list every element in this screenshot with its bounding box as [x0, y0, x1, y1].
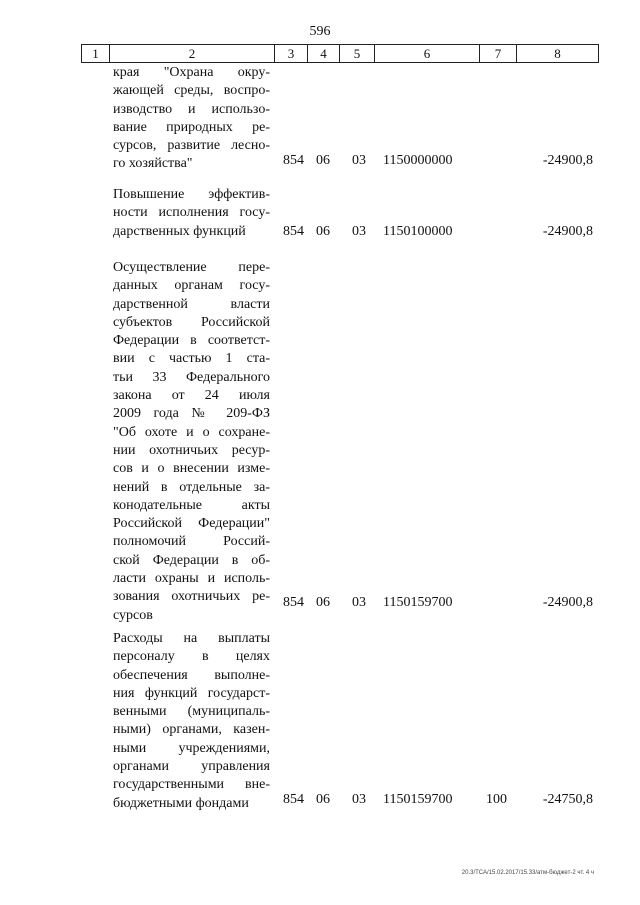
description-line: сов и о внесении изме-	[113, 461, 270, 477]
description-line: зования охотничьих ре-	[113, 589, 270, 605]
description-line: "Об охоте и о сохране-	[113, 424, 270, 440]
description-line: ными учреждениями,	[113, 740, 270, 756]
cell-section: 06	[316, 153, 330, 168]
column-header-1: 1	[82, 45, 110, 63]
description-line: ности исполнения госу-	[113, 205, 270, 221]
cell-subsection: 03	[352, 792, 366, 807]
cell-subsection: 03	[352, 224, 366, 239]
column-header-6: 6	[375, 45, 480, 63]
description-line: обеспечения выполне-	[113, 667, 270, 683]
description-line: Осуществление пере-	[113, 260, 270, 275]
cell-expense-type: 100	[486, 792, 507, 807]
description-line: нии охотничьих ресур-	[113, 442, 270, 458]
cell-code: 854	[283, 224, 304, 239]
cell-amount: -24750,8	[542, 792, 593, 807]
column-header-2: 2	[110, 45, 275, 63]
description-line: органами управления	[113, 759, 270, 775]
cell-subsection: 03	[352, 153, 366, 168]
description-line: государственными вне-	[113, 777, 270, 793]
column-header-row	[81, 44, 599, 63]
footer-document-code: 20.3/ТСА/15.02.2017/15.33/атм-бюджет-2 чт. 4 ч	[461, 870, 594, 876]
cell-amount: -24900,8	[542, 224, 593, 239]
cell-amount: -24900,8	[542, 595, 593, 610]
row-description	[113, 186, 270, 241]
description-line: края "Охрана окру-	[113, 65, 270, 80]
description-line: ской Федерации в об-	[113, 552, 270, 568]
cell-target-article: 1150000000	[383, 153, 453, 168]
description-line: субъектов Российской	[113, 314, 270, 330]
cell-code: 854	[283, 153, 304, 168]
cell-code: 854	[283, 595, 304, 610]
description-line: венными (муниципаль-	[113, 704, 270, 720]
description-line: персоналу в целях	[113, 649, 270, 665]
description-line: ными) органами, казен-	[113, 722, 270, 738]
column-header-7: 7	[480, 45, 517, 63]
description-line: сурсов, развитие лесно-	[113, 138, 270, 154]
description-line: жающей среды, воспро-	[113, 83, 270, 99]
cell-target-article: 1150159700	[383, 792, 453, 807]
description-line: Российской Федерации"	[113, 516, 270, 532]
description-line: Повышение эффектив-	[113, 187, 270, 202]
description-line: конодательные акты	[113, 497, 270, 513]
description-line: 2009 года № 209-ФЗ	[113, 406, 270, 422]
column-header-5: 5	[340, 45, 375, 63]
cell-subsection: 03	[352, 595, 366, 610]
description-line: ласти охраны и исполь-	[113, 571, 270, 587]
column-header-4: 4	[308, 45, 340, 63]
description-line: ния функций государст-	[113, 685, 270, 701]
cell-section: 06	[316, 224, 330, 239]
description-line: изводство и использо-	[113, 101, 270, 117]
row-description	[113, 64, 270, 174]
description-line: Расходы на выплаты	[113, 631, 270, 646]
cell-target-article: 1150159700	[383, 595, 453, 610]
description-line: закона от 24 июля	[113, 388, 270, 404]
row-description	[113, 630, 270, 813]
description-line: вии с частью 1 ста-	[113, 351, 270, 367]
description-line: го хозяйства"	[113, 156, 193, 172]
description-line: данных органам госу-	[113, 278, 270, 294]
description-line: дарственной власти	[113, 296, 270, 312]
column-header-3: 3	[275, 45, 308, 63]
description-line: вание природных ре-	[113, 119, 270, 135]
row-description	[113, 259, 270, 625]
cell-amount: -24900,8	[542, 153, 593, 168]
description-line: нений в отдельные за-	[113, 479, 270, 495]
cell-code: 854	[283, 792, 304, 807]
description-line: полномочий Россий-	[113, 534, 270, 550]
page-number: 596	[309, 24, 331, 39]
cell-section: 06	[316, 595, 330, 610]
description-line: Федерации в соответст-	[113, 333, 270, 349]
cell-target-article: 1150100000	[383, 224, 453, 239]
description-line: бюджетными фондами	[113, 795, 249, 811]
description-line: тьи 33 Федерального	[113, 369, 270, 385]
column-header-8: 8	[517, 45, 599, 63]
description-line: дарственных функций	[113, 223, 246, 239]
cell-section: 06	[316, 792, 330, 807]
description-line: сурсов	[113, 607, 153, 623]
